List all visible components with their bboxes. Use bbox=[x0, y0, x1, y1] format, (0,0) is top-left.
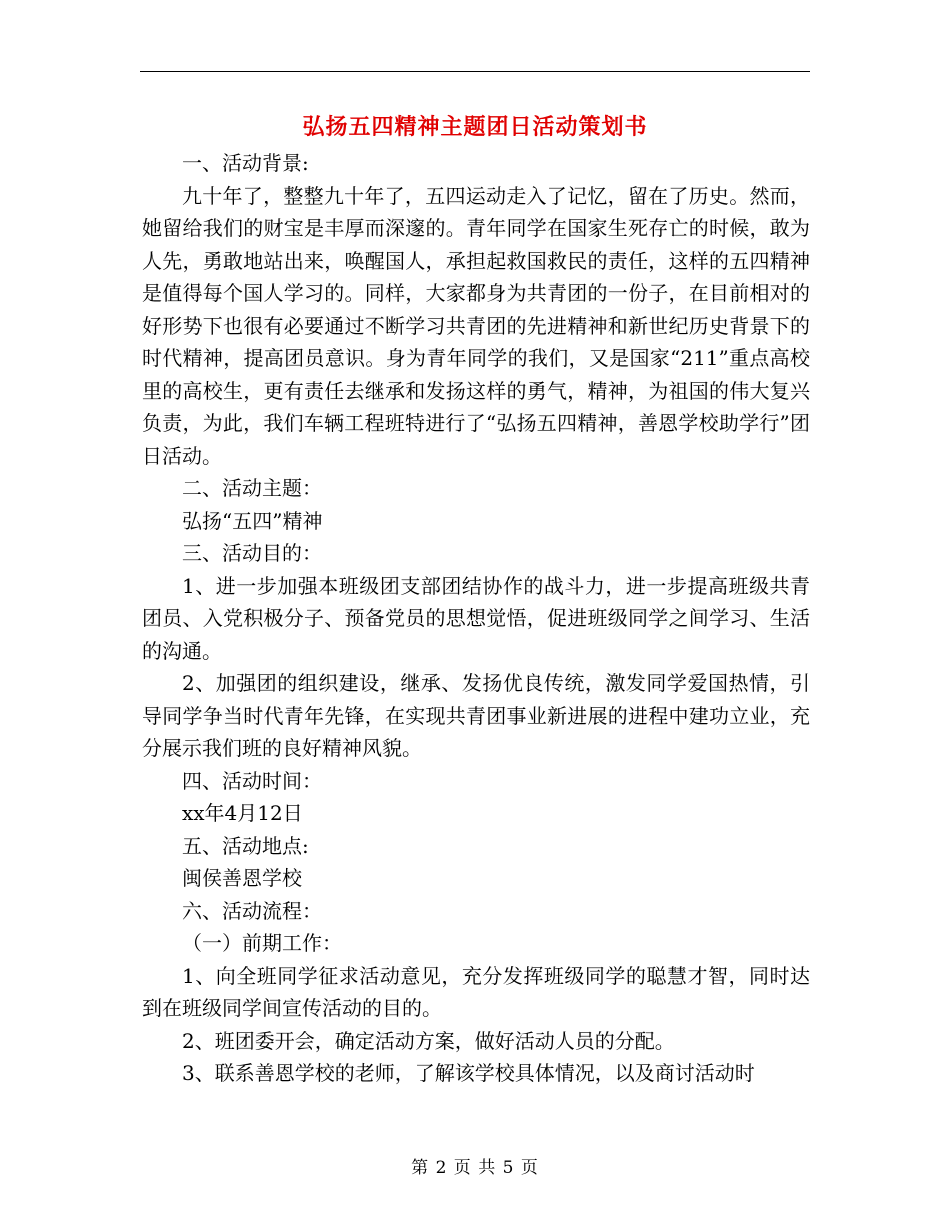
page-footer: 第 2 页 共 5 页 bbox=[411, 1158, 539, 1178]
preparation-item-3: 3、联系善恩学校的老师，了解该学校具体情况，以及商讨活动时 bbox=[182, 1061, 755, 1085]
preparation-item-1: 1、向全班同学征求活动意见，充分发挥班级同学的聪慧才智，同时达到在班级同学间宣传活动的目的。 bbox=[142, 963, 810, 1020]
header-rule bbox=[140, 71, 810, 72]
section-heading-theme: 二、活动主题： bbox=[182, 476, 322, 500]
subsection-heading-preparation: （一）前期工作： bbox=[182, 931, 342, 955]
document-title: 弘扬五四精神主题团日活动策划书 bbox=[302, 114, 648, 140]
section-heading-background: 一、活动背景: bbox=[182, 151, 309, 175]
purpose-item-1: 1、进一步加强本班级团支部团结协作的战斗力，进一步提高班级共青团员、入党积极分子、预备党员的思想觉悟，促进班级同学之间学习、生活的沟通。 bbox=[142, 573, 810, 663]
time-text: xx年4月12日 bbox=[182, 801, 303, 825]
background-paragraph: 九十年了，整整九十年了，五四运动走入了记忆，留在了历史。然而，她留给我们的财宝是丰厚而深邃的。青年同学在国家生死存亡的时候，敢为人先，勇敢地站出来，唤醒国人，承担起救国救民的责任，这样的五四精神是值得每个国人学习的。同样，大家都身为共青团的一份子，在目前相对的好形势下也很有必要通过不断学习共青团的先进精神和新世纪历史背景下的时代精神，提高团员意识。身为青年同学的我们，又是国家“211”重点高校里的高校生，更有责任去继承和发扬这样的勇气，精神，为祖国的伟大复兴负责，为此，我们车辆工程班特进行了“弘扬五四精神，善恩学校助学行”团日活动。 bbox=[142, 183, 810, 468]
preparation-item-2: 2、班团委开会，确定活动方案，做好活动人员的分配。 bbox=[182, 1028, 675, 1053]
theme-text: 弘扬“五四”精神 bbox=[182, 508, 323, 533]
purpose-item-2: 2、加强团的组织建设，继承、发扬优良传统，激发同学爱国热情，引导同学争当时代青年先锋，在实现共青团事业新进展的进程中建功立业，充分展示我们班的良好精神风貌。 bbox=[142, 671, 810, 760]
document-body bbox=[142, 147, 810, 1090]
section-heading-location: 五、活动地点: bbox=[182, 833, 309, 858]
location-text: 闽侯善恩学校 bbox=[182, 866, 302, 890]
section-heading-time: 四、活动时间： bbox=[182, 768, 322, 793]
section-heading-process: 六、活动流程： bbox=[182, 898, 322, 923]
section-heading-purpose: 三、活动目的： bbox=[182, 541, 322, 565]
